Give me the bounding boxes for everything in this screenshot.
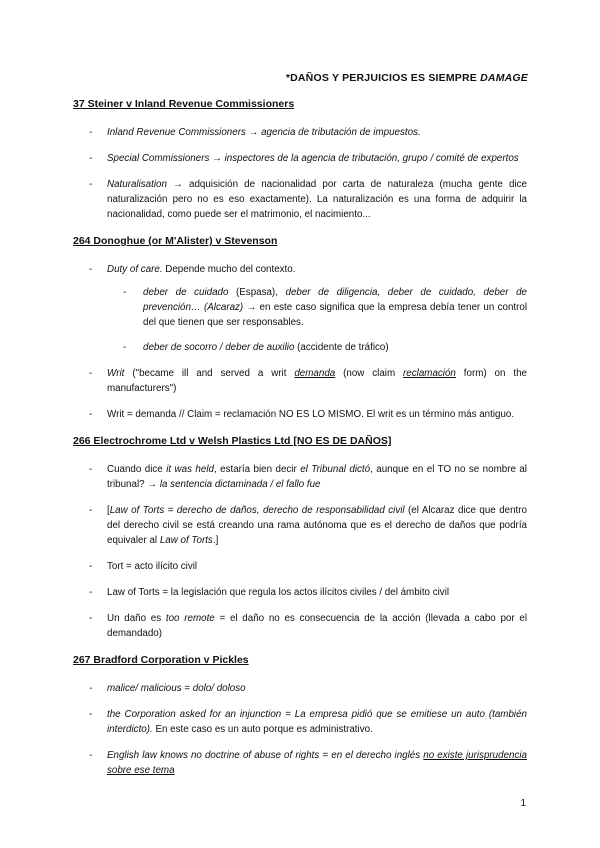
document-body (73, 97, 527, 790)
text: , aunque en el TO no se nombre al tribunal? → (107, 464, 527, 490)
term: deber de diligencia, deber de cuidado, deber de prevención… (Alcaraz) (143, 287, 527, 313)
term: too remote (165, 613, 215, 624)
definition: → en este caso significa que la empresa debía tener un control del que tienen que ser responsables. (143, 302, 528, 328)
text: .] (212, 535, 219, 546)
term: Law of Torts = derecho de daños, derecho de responsabilidad civil (109, 505, 405, 516)
quote: form) on the manufacturers") (107, 368, 527, 394)
page-number: 1 (520, 798, 526, 809)
section-title: 267 Bradford Corporation v Pickles (73, 654, 249, 666)
translation: no existe jurisprudencia sobre ese tema (107, 750, 527, 776)
item-list (73, 125, 527, 222)
term: el Tribunal dictó (300, 464, 371, 475)
section-bradford (73, 653, 527, 778)
list-item (73, 503, 527, 548)
section-title: 266 Electrochrome Ltd v Welsh Plastics Ltd [NO ES DE DAÑOS] (73, 435, 392, 447)
term: la sentencia dictaminada / el fallo fue (159, 479, 321, 490)
list-item: - Special Commissioners → inspectores de la agencia de tributación, grupo / comité de expertos (73, 151, 527, 166)
definition: Depende mucho del contexto. (162, 264, 296, 275)
term: Law of Torts (159, 535, 213, 546)
section-electrochrome (73, 434, 527, 641)
term: Duty of care. (107, 264, 163, 275)
list-item (73, 748, 527, 778)
item-list (73, 462, 527, 641)
text: (el Alcaraz dice que dentro del derecho civil se está creando una rama autónoma que es el derecho de daños que podría equivaler al (107, 505, 527, 546)
term: deber de socorro / deber de auxilio (143, 342, 295, 353)
text: Cuando dice (107, 464, 167, 475)
quote: (now claim (335, 368, 404, 379)
section-title: 264 Donoghue (or M'Alister) v Stevenson (73, 235, 278, 247)
term: it was held (166, 464, 214, 475)
header-emphasis: DAMAGE (480, 72, 528, 84)
item-list (73, 681, 527, 778)
list-item: - Inland Revenue Commissioners → agencia de tributación de impuestos. (73, 125, 527, 140)
sub-list (107, 285, 527, 355)
term: English law knows no doctrine of abuse of rights = en el derecho inglés (107, 750, 424, 761)
sub-list-item (107, 285, 527, 330)
list-item (73, 366, 527, 396)
list-item: - Law of Torts = la legislación que regula los actos ilícitos civiles / del ámbito civil (73, 585, 527, 600)
translation: reclamación (403, 368, 456, 379)
list-item (73, 262, 527, 355)
quote: ("became ill and served a writ (124, 368, 295, 379)
text: , estaría bien decir (213, 464, 301, 475)
page-header (286, 72, 528, 84)
section-steiner (73, 97, 527, 222)
list-item (73, 462, 527, 492)
section-donoghue (73, 234, 527, 422)
term: Naturalisation (107, 179, 167, 190)
term: Writ (107, 368, 125, 379)
text: = el daño no es consecuencia de la acción (llevada a cabo por el demandado) (107, 613, 527, 639)
translation: demanda (294, 368, 336, 379)
term: deber de cuidado (143, 287, 229, 298)
source: (Espasa), (228, 287, 286, 298)
item-list (73, 262, 527, 422)
list-item (73, 177, 527, 222)
list-item: - Tort = acto ilícito civil (73, 559, 527, 574)
section-title: 37 Steiner v Inland Revenue Commissioners (73, 98, 295, 110)
list-item (73, 611, 527, 641)
list-item: - Writ = demanda // Claim = reclamación NO ES LO MISMO. El writ es un término más antiguo. (73, 407, 527, 422)
text: Un daño es (107, 613, 166, 624)
term: the Corporation asked for an injunction = La empresa pidió que se emitiese un auto (también interdicto). (107, 709, 527, 735)
sub-list-item (107, 340, 527, 355)
header-text: *DAÑOS Y PERJUICIOS ES SIEMPRE (285, 72, 481, 84)
definition: → adquisición de nacionalidad por carta de naturaleza (mucha gente dice naturalización pero no es eso exactamente). La naturalización es una forma de adquirir la nacionalidad, como puede ser el matrimonio, el nacimiento... (107, 179, 527, 220)
list-item (73, 707, 527, 737)
text: [ (107, 505, 110, 516)
list-item: - malice/ malicious = dolo/ doloso (73, 681, 527, 696)
text: En este caso es un auto porque es administrativo. (152, 724, 373, 735)
definition: (accidente de tráfico) (294, 342, 389, 353)
